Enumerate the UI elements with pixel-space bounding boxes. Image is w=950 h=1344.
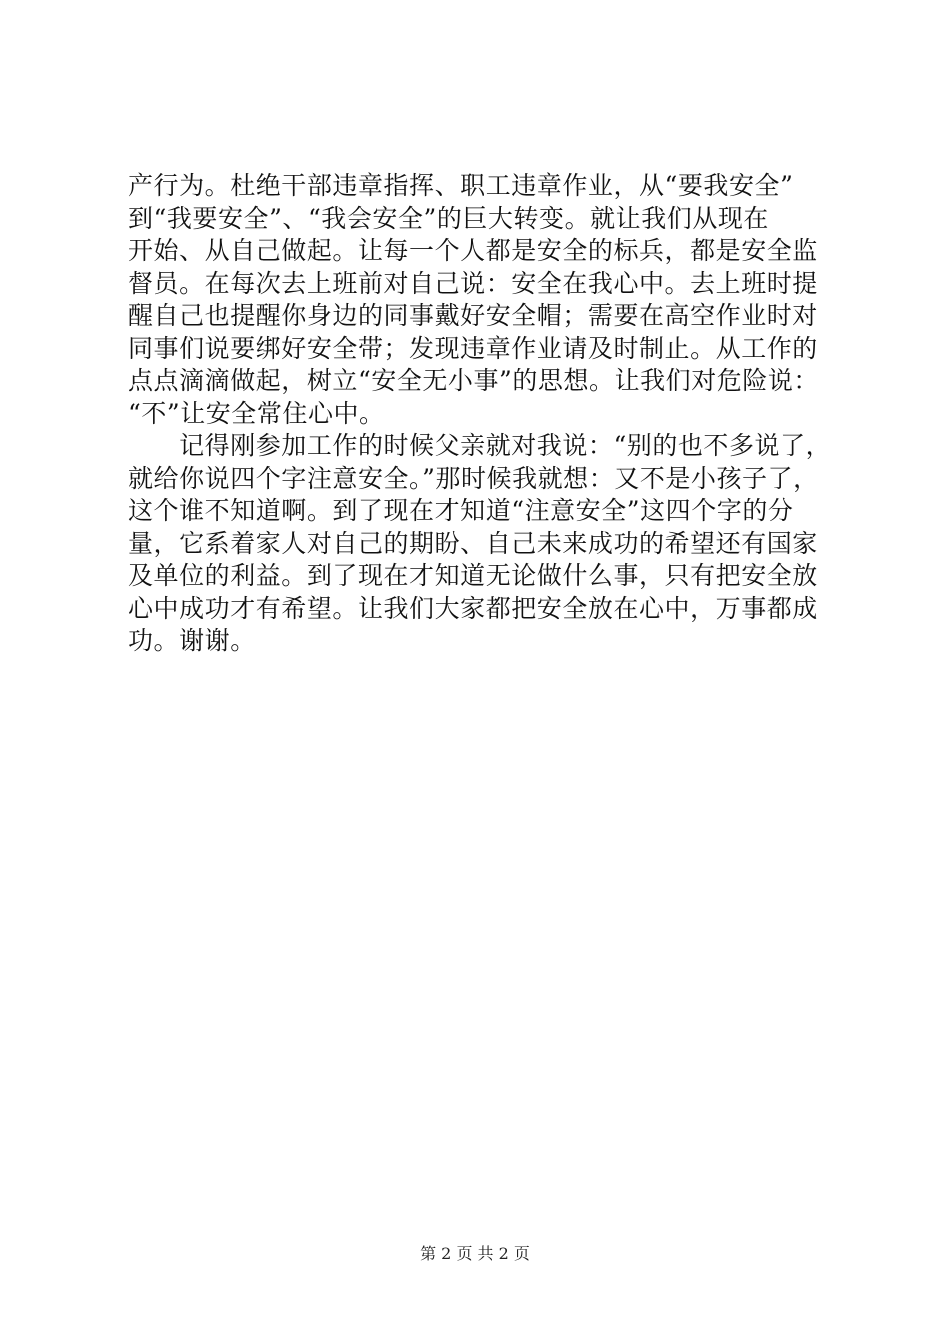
text-line: 醒自己也提醒你身边的同事戴好安全帽；需要在高空作业时对 bbox=[128, 301, 818, 330]
text-line: “不”让安全常住心中。 bbox=[128, 398, 385, 428]
body-text bbox=[128, 170, 833, 658]
page-number-label: 第 2 页 共 2 页 bbox=[420, 1244, 530, 1263]
text-line: 记得刚参加工作的时候父亲就对我说：“别的也不多说了， bbox=[128, 431, 832, 460]
text-line: 心中成功才有希望。让我们大家都把安全放在心中，万事都成 bbox=[128, 593, 818, 623]
text-line: 点点滴滴做起，树立“安全无小事”的思想。让我们对危险说： bbox=[128, 366, 819, 395]
text-line: 这个谁不知道啊。到了现在才知道“注意安全”这四个字的分 bbox=[128, 496, 794, 525]
text-line: 督员。在每次去上班前对自己说：安全在我心中。去上班时提 bbox=[128, 268, 818, 298]
text-line: 及单位的利益。到了现在才知道无论做什么事，只有把安全放 bbox=[128, 561, 818, 590]
text-line: 就给你说四个字注意安全。”那时候我就想：又不是小孩子了， bbox=[128, 463, 819, 493]
text-line: 量，它系着家人对自己的期盼、自己未来成功的希望还有国家 bbox=[128, 528, 818, 558]
page-footer bbox=[0, 1243, 950, 1265]
text-line: 功。谢谢。 bbox=[128, 626, 256, 655]
text-line: 同事们说要绑好安全带；发现违章作业请及时制止。从工作的 bbox=[128, 333, 818, 363]
text-line: 到“我要安全”、“我会安全”的巨大转变。就让我们从现在 bbox=[128, 203, 769, 233]
text-line: 产行为。杜绝干部违章指挥、职工违章作业，从“要我安全” bbox=[128, 171, 794, 200]
text-line: 开始、从自己做起。让每一个人都是安全的标兵，都是安全监 bbox=[128, 236, 818, 265]
